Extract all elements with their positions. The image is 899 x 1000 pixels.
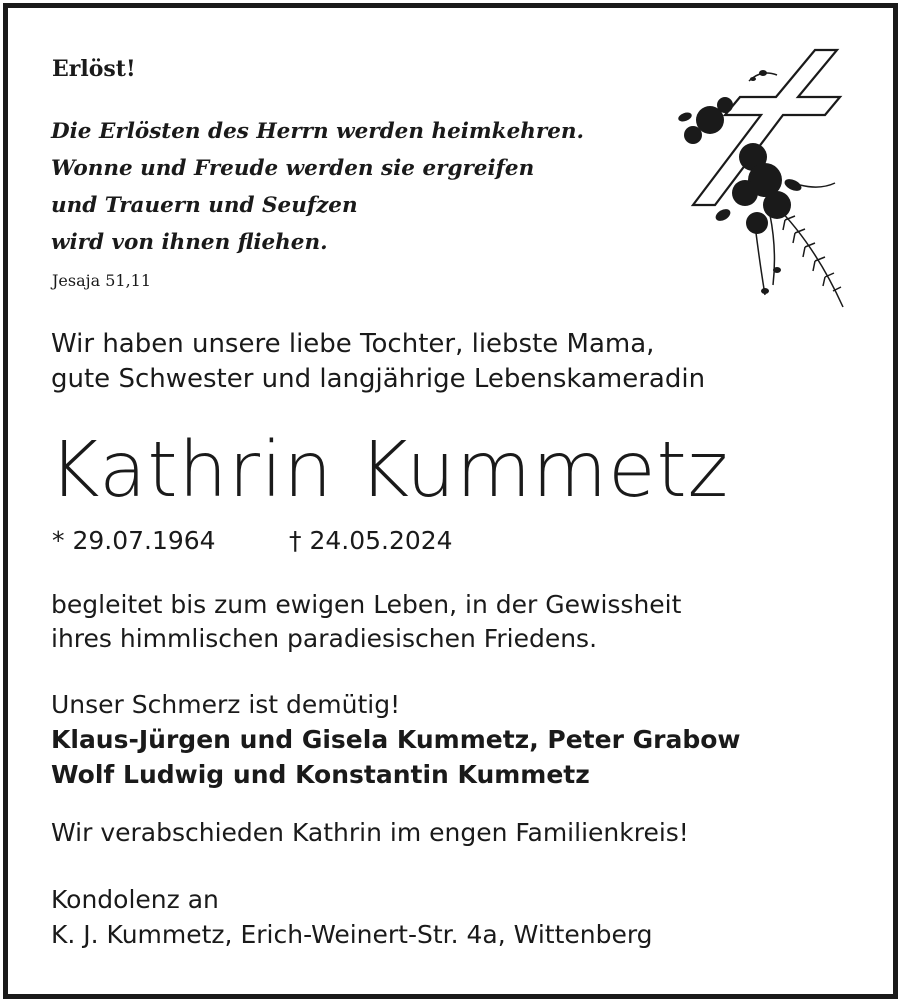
birth-date: * 29.07.1964 xyxy=(52,526,216,555)
intro-line: Wir haben unsere liebe Tochter, liebste Mama, xyxy=(51,329,655,359)
intro-line: gute Schwester und langjährige Lebenskameradin xyxy=(51,364,706,394)
verse-reference: Jesaja 51,11 xyxy=(52,271,152,290)
condolence-label: Kondolenz an xyxy=(51,885,219,914)
death-date: † 24.05.2024 xyxy=(289,526,453,555)
verse-line: Die Erlösten des Herrn werden heimkehren. xyxy=(51,119,584,144)
message-line: begleitet bis zum ewigen Leben, in der Gewissheit xyxy=(51,590,682,619)
deceased-name: Kathrin Kummetz xyxy=(49,426,730,515)
mourners-line: Klaus-Jürgen und Gisela Kummetz, Peter Grabow xyxy=(51,725,741,754)
farewell-line: Wir verabschieden Kathrin im engen Familienkreis! xyxy=(51,818,689,847)
verse-line: Wonne und Freude werden sie ergreifen xyxy=(51,156,535,181)
message-line: ihres himmlischen paradiesischen Friedens. xyxy=(51,624,598,653)
mourners-line: Wolf Ludwig und Konstantin Kummetz xyxy=(51,760,590,789)
cross-with-roses-icon xyxy=(665,45,855,315)
verse-line: und Trauern und Seufzen xyxy=(51,193,358,218)
condolence-address: K. J. Kummetz, Erich-Weinert-Str. 4a, Wittenberg xyxy=(51,920,653,949)
notice-heading: Erlöst! xyxy=(52,56,136,82)
verse-line: wird von ihnen fliehen. xyxy=(51,230,328,255)
grief-line: Unser Schmerz ist demütig! xyxy=(51,690,401,719)
